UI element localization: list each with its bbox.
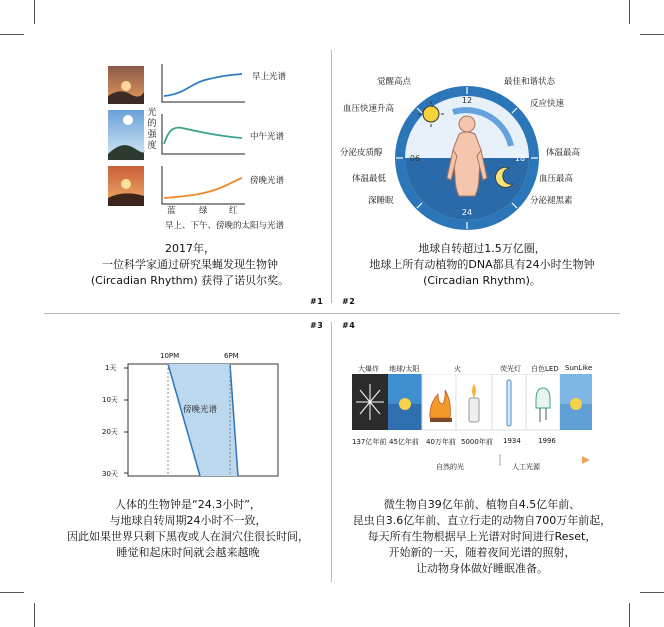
panel-4-caption: 微生物自39亿年前、植物自4.5亿年前、 昆虫自3.6亿年前、直立行走的动物自700万年前起， 每天所有生物根据早上光谱对时间进行Reset， 开始新的一天，随着夜间光谱的照射， 让动物身体做好睡眠准备。 xyxy=(352,498,612,575)
timeline-arrow xyxy=(356,452,592,468)
clock-06: 06 xyxy=(409,154,421,163)
light-timeline-icons xyxy=(352,374,592,434)
icon-label-led: 白色LED xyxy=(531,365,559,373)
icon-label-bigbang: 大爆炸 xyxy=(358,365,379,373)
tick-30day: 30天 xyxy=(102,470,118,478)
y-axis-label: 光 的 强 度 xyxy=(147,108,157,151)
icon-label-sunlike: SunLike xyxy=(565,364,593,372)
time-400k: 40万年前 xyxy=(426,438,456,446)
band-label: 傍晚光谱 xyxy=(183,405,218,415)
panel-3-caption: 人体的生物钟是“24.3小时”， 与地球自转周期24小时不一致， 因此如果世界只剩下黑夜或人在洞穴住很长时间， 睡觉和起床时间就会越来越晚 xyxy=(67,498,309,559)
label-melatonin: 分泌褪黑素 xyxy=(530,196,573,206)
spectrum-charts xyxy=(160,62,250,207)
label-cortisol: 分泌皮质醇 xyxy=(340,148,383,158)
curve-label-noon: 中午光谱 xyxy=(250,132,285,142)
time-5000: 5000年前 xyxy=(461,438,493,446)
crop-mark xyxy=(34,603,35,627)
divider-horizontal xyxy=(44,313,620,314)
range-natural: 自然的光 xyxy=(436,463,464,471)
label-harmony: 最佳和谐状态 xyxy=(504,77,556,87)
clock-18: 18 xyxy=(514,154,526,163)
time-137b: 137亿年前 xyxy=(352,438,387,446)
label-temp-low: 体温最低 xyxy=(352,174,387,184)
clock-24: 24 xyxy=(461,208,473,217)
curve-label-morning: 早上光谱 xyxy=(252,72,287,82)
crop-mark xyxy=(34,0,35,24)
divider-vertical-bottom xyxy=(331,322,332,582)
tick-1day: 1天 xyxy=(105,364,117,372)
panel-number-3: #3 xyxy=(310,321,324,330)
tick-6pm: 6PM xyxy=(224,352,239,360)
crop-mark xyxy=(0,592,24,593)
curve-label-evening: 傍晚光谱 xyxy=(250,176,285,186)
time-1934: 1934 xyxy=(503,437,521,445)
x-tick-blue: 蓝 xyxy=(167,206,176,216)
tick-10day: 10天 xyxy=(102,396,118,404)
label-bp-high: 血压最高 xyxy=(539,174,574,184)
range-artificial: 人工光源 xyxy=(512,463,540,471)
crop-mark xyxy=(629,0,630,24)
crop-mark xyxy=(629,603,630,627)
x-tick-red: 红 xyxy=(229,206,238,216)
panel-number-1: #1 xyxy=(310,297,324,306)
body-clock xyxy=(393,84,541,232)
crop-mark xyxy=(640,592,664,593)
tick-20day: 20天 xyxy=(102,428,118,436)
panel-number-2: #2 xyxy=(342,297,356,306)
icon-label-fluorescent: 荧光灯 xyxy=(500,365,521,373)
x-caption: 早上、下午、傍晚的太阳与光谱 xyxy=(165,221,285,231)
label-wake: 觉醒高点 xyxy=(377,77,412,87)
divider-vertical-top xyxy=(331,50,332,303)
clock-12: 12 xyxy=(461,96,473,105)
crop-mark xyxy=(640,34,664,35)
x-tick-green: 绿 xyxy=(199,206,208,216)
tick-10pm: 10PM xyxy=(160,352,180,360)
crop-mark xyxy=(0,34,24,35)
free-running-chart xyxy=(122,360,282,482)
label-bp-rise: 血压快速升高 xyxy=(343,104,395,114)
panel-number-4: #4 xyxy=(342,321,356,330)
label-deep-sleep: 深睡眠 xyxy=(368,196,394,206)
icon-label-fire: 火 xyxy=(454,365,461,373)
panel-1-caption: 2017年， 一位科学家通过研究果蝇发现生物钟 (Circadian Rhythm) 获得了诺贝尔奖。 xyxy=(90,242,290,287)
label-reaction: 反应快速 xyxy=(530,99,565,109)
time-45b: 45亿年前 xyxy=(389,438,419,446)
label-temp-high: 体温最高 xyxy=(546,148,581,158)
icon-label-earth-sun: 地球/太阳 xyxy=(389,365,420,373)
time-1996: 1996 xyxy=(538,437,556,445)
panel-2-caption: 地球自转超过1.5万亿圈， 地球上所有动植物的DNA都具有24小时生物钟 (Circadian Rhythm)。 xyxy=(369,242,595,287)
